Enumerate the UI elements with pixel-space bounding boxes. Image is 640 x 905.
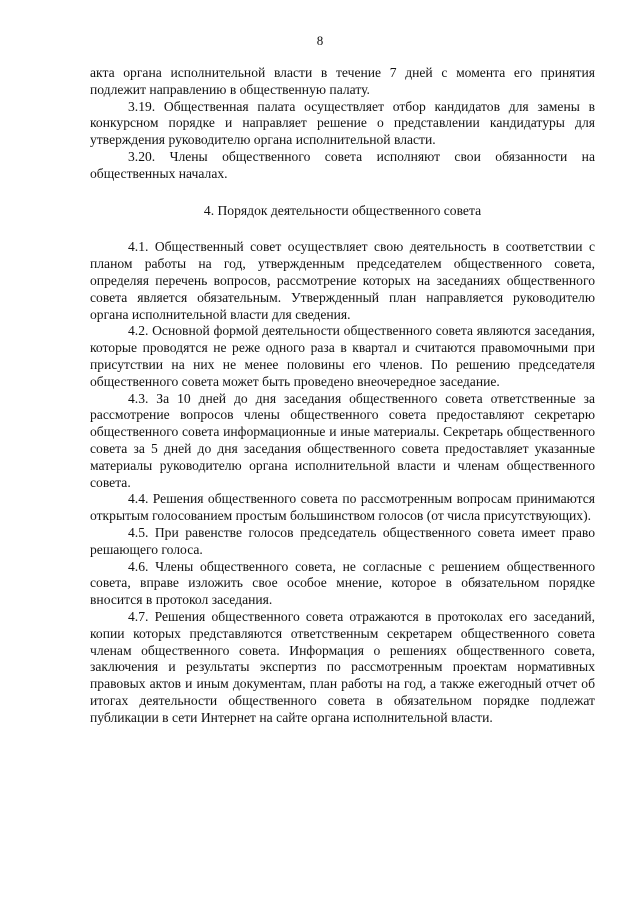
paragraph-4-3: 4.3. За 10 дней до дня заседания общественного совета ответственные за рассмотрение вопросов члены общественного совета предоставляют секретарю общественного совета информационные и иные материалы. Секретарь общественного совета за 5 дней до дня заседания общественного совета предоставляет указанные материалы руководителю органа исполнительной власти и членам общественного совета.	[90, 390, 595, 490]
paragraph-3-20: 3.20. Члены общественного совета исполняют свои обязанности на общественных началах.	[90, 148, 595, 181]
paragraph-4-4: 4.4. Решения общественного совета по рассмотренным вопросам принимаются открытым голосованием простым большинством голосов (от числа присутствующих).	[90, 491, 595, 524]
paragraph-4-1: 4.1. Общественный совет осуществляет свою деятельность в соответствии с планом работы на год, утвержденным председателем общественного совета, определяя перечень вопросов, рассмотрение которых на заседаниях общественного совета является обязательным. Утвержденный план направляется руководителю органа исполнительной власти для сведения.	[90, 239, 595, 322]
paragraph-4-2: 4.2. Основной формой деятельности общественного совета являются заседания, которые проводятся не реже одного раза в квартал и считаются правомочными при присутствии на них не менее половины его членов. По решению председателя общественного совета может быть проведено внеочередное заседание.	[90, 323, 595, 389]
paragraph-3-19: 3.19. Общественная палата осуществляет отбор кандидатов для замены в конкурсном порядке и направляет решение о представлении кандидатуры для утверждения руководителю органа исполнительной власти.	[90, 98, 595, 148]
document-body	[90, 65, 595, 726]
section-heading: 4. Порядок деятельности общественного совета	[203, 202, 482, 218]
paragraph-4-6: 4.6. Члены общественного совета, не согласные с решением общественного совета, вправе изложить свое особое мнение, которое в обязательном порядке вносится в протокол заседания.	[90, 558, 595, 608]
paragraph-4-7: 4.7. Решения общественного совета отражаются в протоколах его заседаний, копии которых представляются ответственным секретарем общественного совета членам общественного совета. Информация о решениях общественного совета, заключения и результаты экспертиз по рассмотренным проектам нормативных правовых актов и иным документам, план работы на год, а также ежегодный отчет об итогах деятельности общественного совета в обязательном порядке подлежат публикации в сети Интернет на сайте органа исполнительной власти.	[90, 608, 595, 725]
page-number: 8	[316, 33, 324, 48]
paragraph-continuation: акта органа исполнительной власти в течение 7 дней с момента его принятия подлежит направлению в общественную палату.	[90, 65, 595, 97]
paragraph-4-5: 4.5. При равенстве голосов председатель общественного совета имеет право решающего голоса.	[90, 524, 595, 557]
